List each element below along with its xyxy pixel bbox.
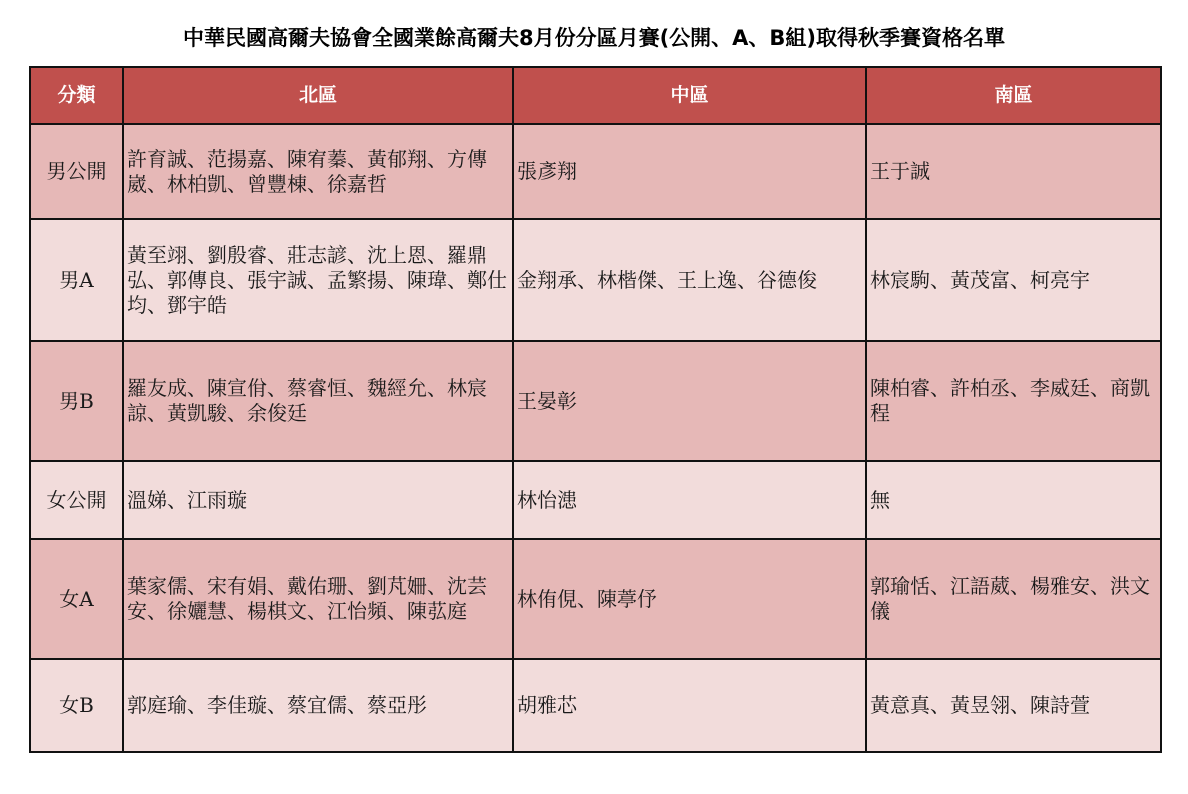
central-cell: 林怡漶	[513, 461, 866, 539]
north-cell: 葉家儒、宋有娟、戴佑珊、劉芃姍、沈芸安、徐孋慧、楊棋文、江怡頻、陳苰庭	[123, 539, 513, 659]
central-cell: 張彥翔	[513, 124, 866, 219]
north-cell: 溫娣、江雨璇	[123, 461, 513, 539]
header-category: 分類	[30, 67, 123, 124]
south-cell: 林宸駒、黃茂富、柯亮宇	[866, 219, 1161, 341]
table-row	[30, 659, 1161, 752]
table-row	[30, 461, 1161, 539]
table-row	[30, 341, 1161, 461]
category-cell: 女B	[30, 659, 123, 752]
page-title: 中華民國高爾夫協會全國業餘高爾夫8月份分區月賽(公開、A、B組)取得秋季賽資格名單	[182, 26, 1006, 50]
south-cell: 陳柏睿、許柏丞、李威廷、商凱程	[866, 341, 1161, 461]
category-cell: 女A	[30, 539, 123, 659]
central-cell: 王晏彰	[513, 341, 866, 461]
central-cell: 金翔承、林楷傑、王上逸、谷德俊	[513, 219, 866, 341]
south-cell: 無	[866, 461, 1161, 539]
south-cell: 黃意真、黃昱翎、陳詩萱	[866, 659, 1161, 752]
category-cell: 男公開	[30, 124, 123, 219]
central-cell: 胡雅芯	[513, 659, 866, 752]
category-cell: 男A	[30, 219, 123, 341]
south-cell: 郭瑜恬、江語葳、楊雅安、洪文儀	[866, 539, 1161, 659]
central-cell: 林侑俔、陳葶伃	[513, 539, 866, 659]
north-cell: 黃至翊、劉殷睿、莊志諺、沈上恩、羅鼎弘、郭傳良、張宇誠、孟繁揚、陳瑋、鄭仕均、鄧宇皓	[123, 219, 513, 341]
table-row	[30, 539, 1161, 659]
table-header-row	[30, 67, 1161, 124]
category-cell: 男B	[30, 341, 123, 461]
category-cell: 女公開	[30, 461, 123, 539]
table-row	[30, 219, 1161, 341]
header-south: 南區	[866, 67, 1161, 124]
south-cell: 王于誠	[866, 124, 1161, 219]
header-north: 北區	[123, 67, 513, 124]
north-cell: 許育誠、范揚嘉、陳宥蓁、黃郁翔、方傳崴、林柏凱、曾豐棟、徐嘉哲	[123, 124, 513, 219]
north-cell: 郭庭瑜、李佳璇、蔡宜儒、蔡亞彤	[123, 659, 513, 752]
qualification-table	[29, 66, 1162, 753]
north-cell: 羅友成、陳宣佾、蔡睿恒、魏經允、林宸諒、黃凱駿、余俊廷	[123, 341, 513, 461]
header-central: 中區	[513, 67, 866, 124]
table-row	[30, 124, 1161, 219]
